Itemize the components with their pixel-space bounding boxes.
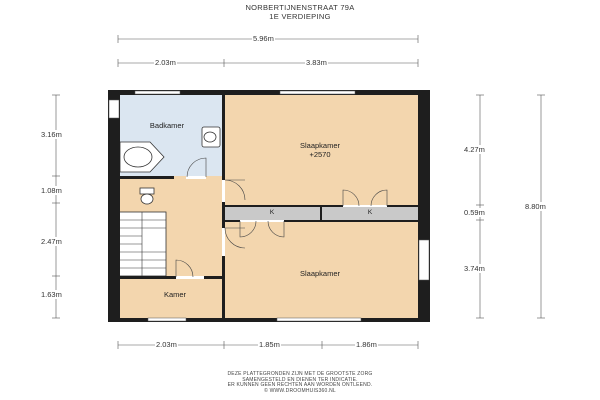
room-kamer: Kamer	[163, 290, 187, 299]
dim-bottom-mid: 1.85m	[259, 340, 280, 349]
floor-title: 1E VERDIEPING	[269, 12, 331, 21]
disclaimer-line-1: DEZE PLATTEGRONDEN ZIJN MET DE GROOTSTE ZORG	[227, 371, 373, 377]
dim-top-right: 3.83m	[306, 58, 327, 67]
dim-right-1: 4.27m	[464, 145, 485, 154]
disclaimer-line-2: SAMENGESTELD EN DIENEN TER INDICATIE.	[242, 376, 358, 383]
sink	[202, 127, 220, 147]
dim-right-3: 3.74m	[464, 264, 485, 273]
dim-bottom-right: 1.86m	[356, 340, 377, 349]
room-slaapkamer-bottom: Slaapkamer	[299, 269, 341, 278]
dim-right-2: 0.59m	[464, 208, 485, 217]
staircase	[118, 212, 166, 276]
room-slaapkamer-top: Slaapkamer	[299, 141, 341, 150]
dim-bottom-left: 2.03m	[156, 340, 177, 349]
disclaimer-line-4: © WWW.DROOMHUIS360.NL	[264, 387, 336, 394]
dim-top-left: 2.03m	[155, 58, 176, 67]
disclaimer	[0, 372, 600, 394]
toilet	[140, 188, 154, 204]
dim-left-3: 2.47m	[41, 237, 62, 246]
closet-label-right: K	[367, 209, 373, 216]
dim-left-1: 3.16m	[41, 130, 62, 139]
dim-top-total: 5.96m	[253, 34, 274, 43]
dim-left-2: 1.08m	[41, 186, 62, 195]
closet-label-left: K	[269, 209, 275, 216]
dim-left-4: 1.63m	[41, 290, 62, 299]
dim-right-total: 8.80m	[525, 202, 546, 211]
disclaimer-line-3: ER KUNNEN GEEN RECHTEN AAN WORDEN ONTLEEND.	[227, 382, 373, 389]
room-slaapkamer-top-level: +2570	[309, 150, 331, 159]
room-badkamer: Badkamer	[149, 121, 185, 130]
address-title: NORBERTIJNENSTRAAT 79A	[245, 3, 355, 12]
